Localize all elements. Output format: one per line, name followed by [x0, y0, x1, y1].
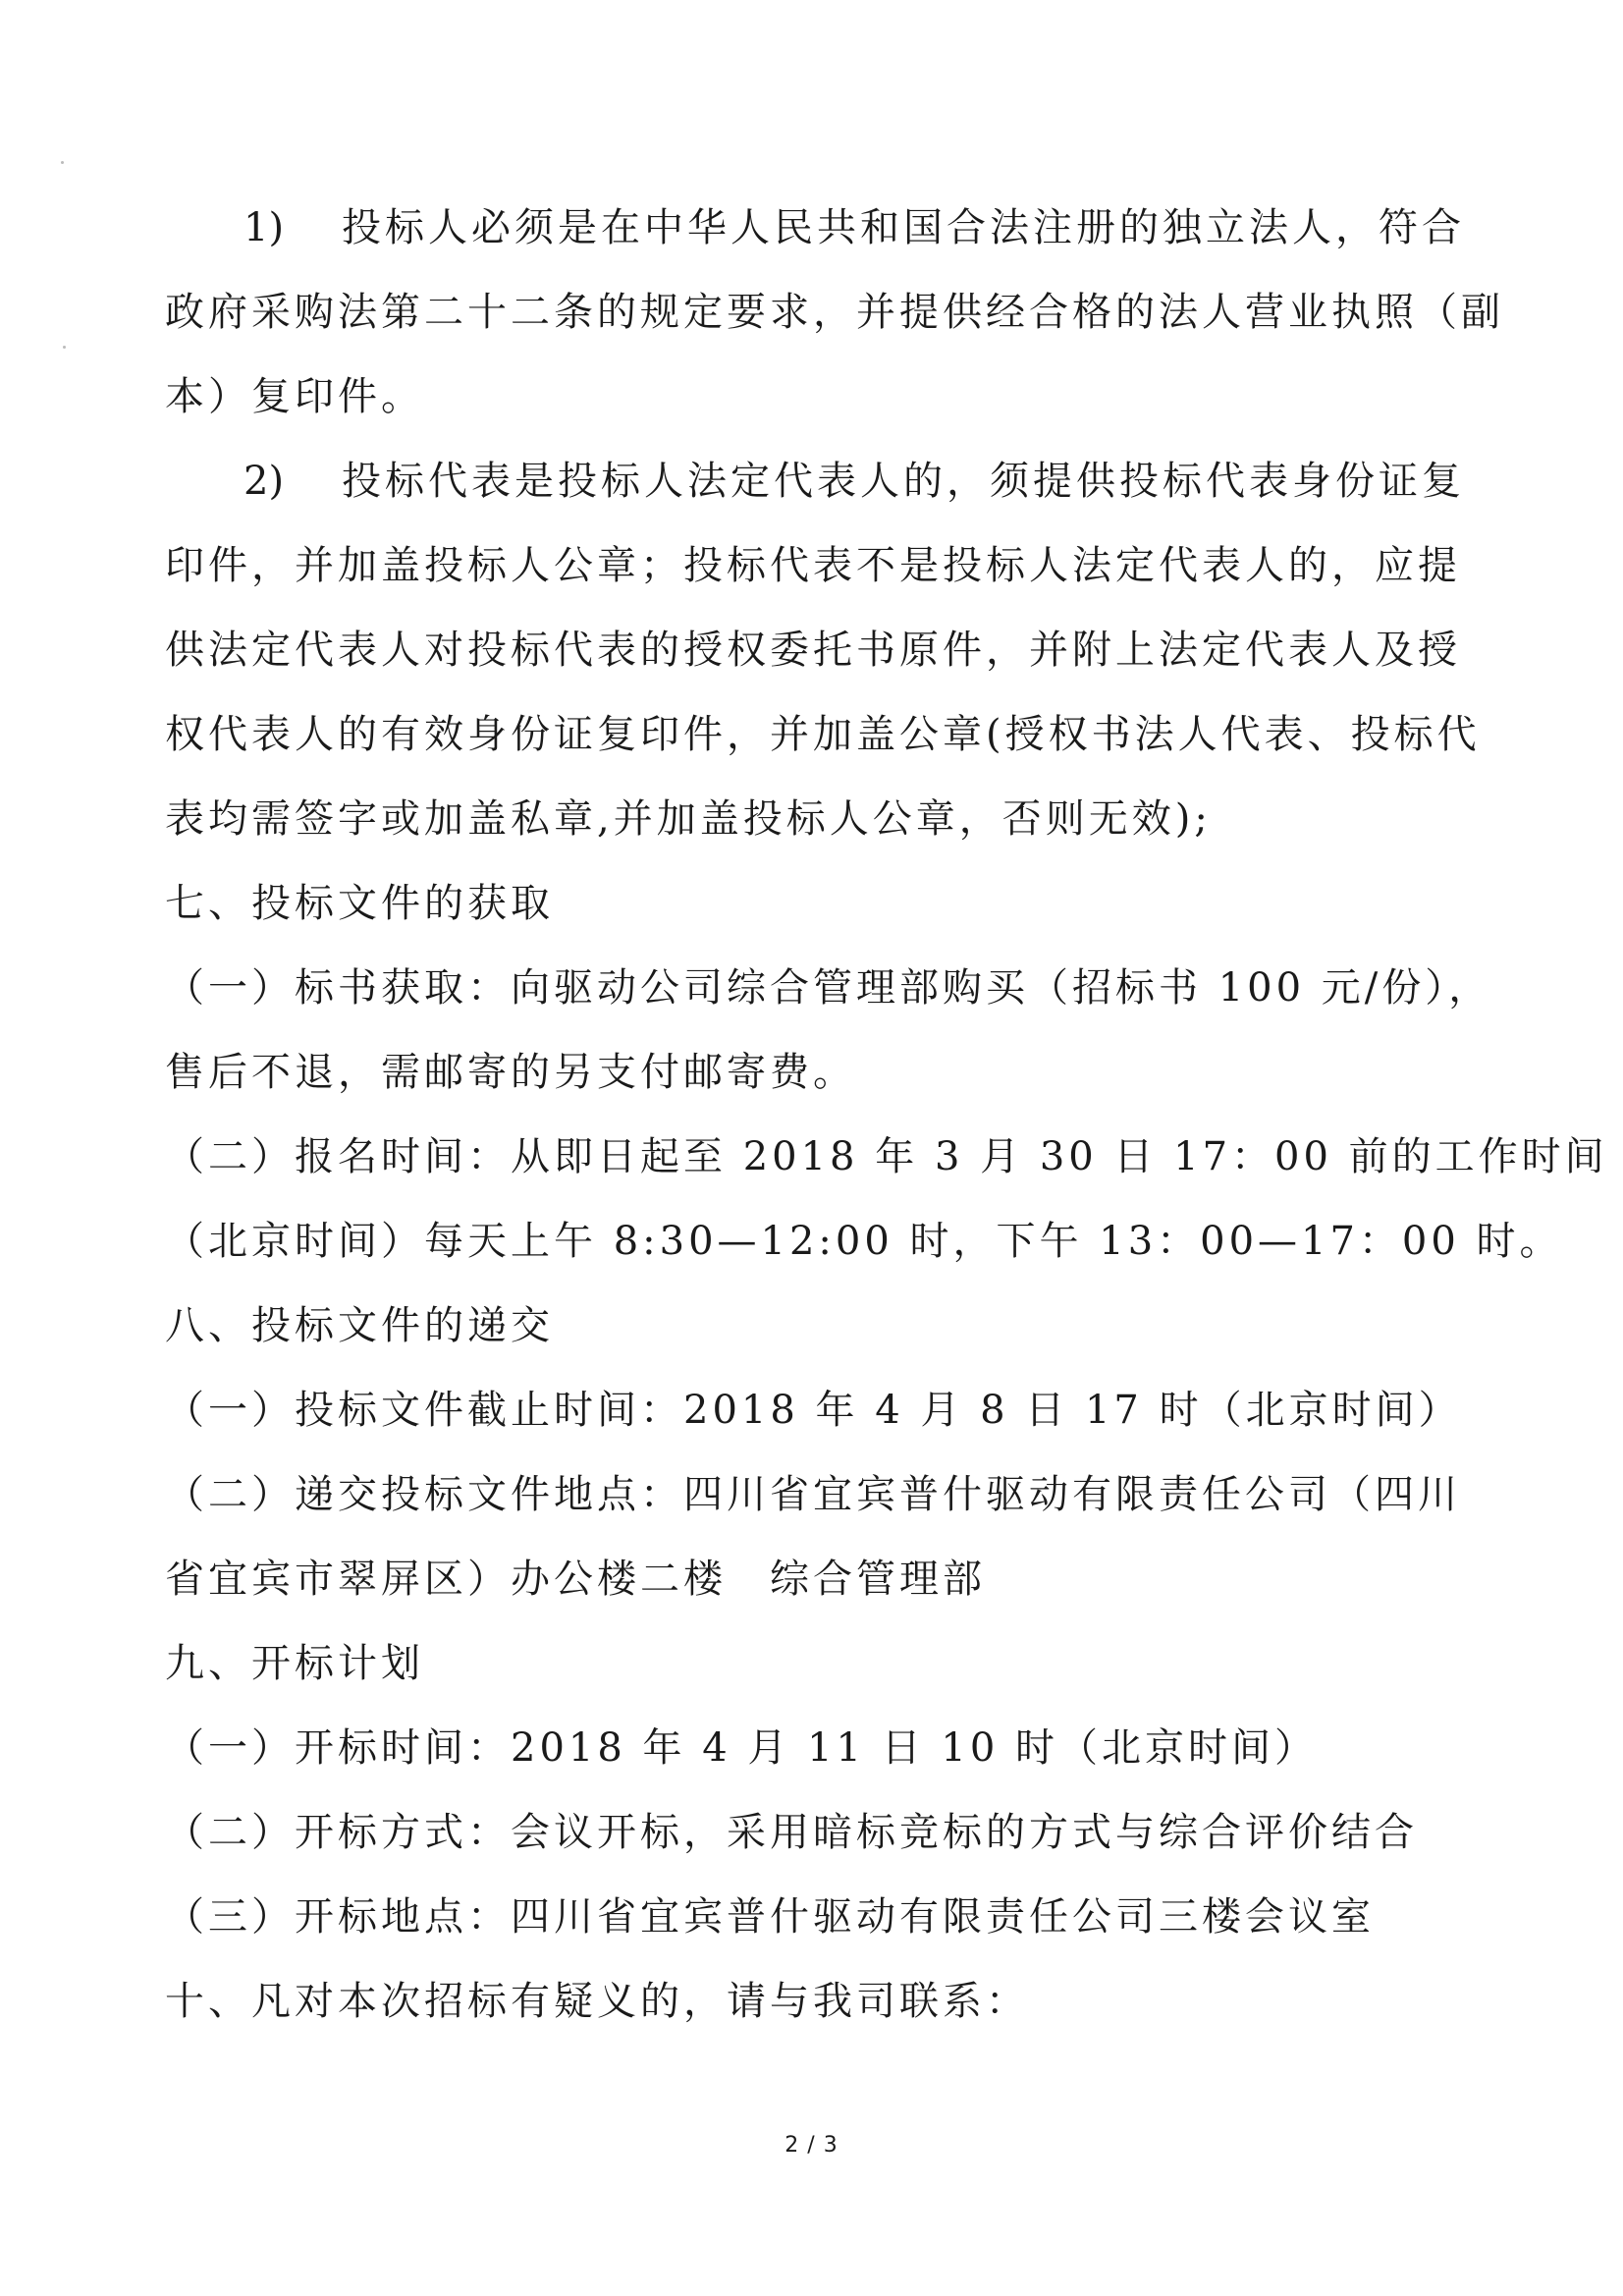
item2-line1: 2) 投标代表是投标人法定代表人的，须提供投标代表身份证复 — [243, 454, 1465, 509]
scan-speck — [61, 161, 64, 164]
section9-item-3: （三）开标地点：四川省宜宾普什驱动有限责任公司三楼会议室 — [165, 1894, 1375, 1940]
section10-heading: 十、凡对本次招标有疑义的，请与我司联系： — [165, 1979, 1029, 2024]
section9-item-1: （一）开标时间：2018 年 4 月 11 日 10 时（北京时间） — [165, 1725, 1319, 1771]
section8-item-2: （二）递交投标文件地点：四川省宜宾普什驱动有限责任公司（四川 — [165, 1472, 1461, 1517]
section8-item-1: （一）投标文件截止时间：2018 年 4 月 8 日 17 时（北京时间） — [165, 1388, 1462, 1433]
section7-heading: 七、投标文件的获取 — [165, 881, 554, 926]
page-number: 2 / 3 — [784, 2133, 839, 2158]
item2-line4: 权代表人的有效身份证复印件，并加盖公章(授权书法人代表、投标代 — [165, 712, 1481, 757]
scan-speck — [63, 346, 66, 349]
section8-heading: 八、投标文件的递交 — [165, 1303, 554, 1348]
section7-item-1: （一）标书获取：向驱动公司综合管理部购买（招标书 100 元/份）， — [165, 965, 1492, 1011]
item1-line3: 本）复印件。 — [165, 374, 424, 419]
section9-item-2: （二）开标方式：会议开标，采用暗标竞标的方式与综合评价结合 — [165, 1810, 1418, 1855]
item2-number: 2) — [243, 459, 285, 504]
section7-item-2: （二）报名时间：从即日起至 2018 年 3 月 30 日 17：00 前的工作时间 — [165, 1134, 1608, 1179]
section9-heading: 九、开标计划 — [165, 1641, 424, 1686]
item1-line1: 1) 投标人必须是在中华人民共和国合法注册的独立法人，符合 — [243, 200, 1465, 255]
section8-item-2-cont: 省宜宾市翠屏区）办公楼二楼 综合管理部 — [165, 1557, 986, 1602]
item1-number: 1) — [243, 205, 285, 250]
section7-item-1-cont: 售后不退，需邮寄的另支付邮寄费。 — [165, 1050, 856, 1095]
section7-item-2-cont: （北京时间）每天上午 8:30—12:00 时，下午 13：00—17：00 时。 — [165, 1219, 1563, 1264]
item1-line2: 政府采购法第二十二条的规定要求，并提供经合格的法人营业执照（副 — [165, 290, 1504, 335]
item2-line2: 印件，并加盖投标人公章；投标代表不是投标人法定代表人的，应提 — [165, 543, 1461, 588]
item2-line3: 供法定代表人对投标代表的授权委托书原件，并附上法定代表人及授 — [165, 628, 1461, 673]
item2-line5: 表均需签字或加盖私章,并加盖投标人公章，否则无效); — [165, 796, 1212, 842]
